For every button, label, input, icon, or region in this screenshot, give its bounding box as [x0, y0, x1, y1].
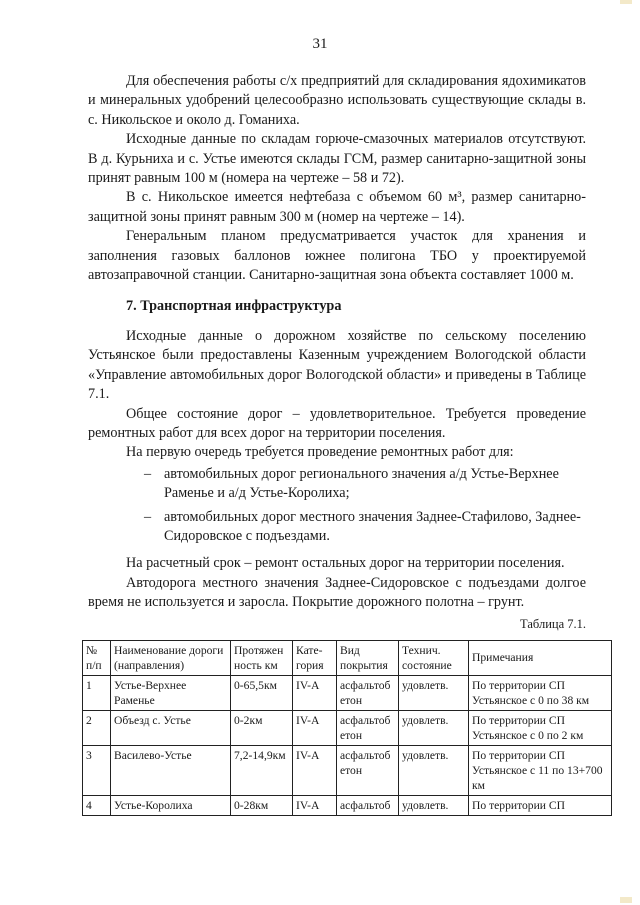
cell-condition: удовлетв.	[399, 710, 469, 745]
cell-surface: асфальтоб етон	[337, 675, 399, 710]
list-dash: –	[144, 508, 152, 525]
paragraph: Исходные данные по складам горюче-смазочных материалов отсутствуют. В д. Курьниха и с. Устье имеются склады ГСМ, размер санитарно-защитной зоны принят равным 100 м (номера на чертеже – 58 и 72).	[88, 131, 586, 187]
cell-road-name: Устье-Королиха	[111, 795, 231, 815]
cell-surface: асфальтоб	[337, 795, 399, 815]
cell-category: IV-А	[293, 745, 337, 795]
cell-road-name: Объезд с. Устье	[111, 710, 231, 745]
paragraph: Генеральным планом предусматривается участок для хранения и заполнения газовых баллонов южнее полигона ТБО у проектируемой автозаправочной станции. Санитарно-защитная зона объекта составляет 1000 м.	[88, 228, 586, 284]
header-length: Протяжен ность км	[231, 640, 293, 675]
cell-condition: удовлетв.	[399, 795, 469, 815]
paragraph: Автодорога местного значения Заднее-Сидоровское с подъездами долгое время не используется и заросла. Покрытие дорожного полотна – грунт.	[88, 574, 586, 611]
header-condition: Технич. состояние	[399, 640, 469, 675]
cell-length: 0-28км	[231, 795, 293, 815]
paragraph: Общее состояние дорог – удовлетворительное. Требуется проведение ремонтных работ для всех дорог на территории поселения.	[88, 405, 586, 441]
cell-number: 1	[83, 675, 111, 710]
scan-mark	[620, 897, 632, 903]
cell-road-name: Устье-Верхнее Раменье	[111, 675, 231, 710]
cell-length: 7,2-14,9км	[231, 745, 293, 795]
cell-notes: По территории СП Устьянское с 0 по 2 км	[469, 710, 612, 745]
cell-number: 3	[83, 745, 111, 795]
cell-condition: удовлетв.	[399, 675, 469, 710]
roads-table	[82, 640, 612, 816]
table-row	[83, 710, 612, 745]
table-caption: Таблица 7.1.	[520, 616, 586, 631]
cell-number: 2	[83, 710, 111, 745]
repair-list	[88, 465, 586, 547]
cell-notes: По территории СП Устьянское с 0 по 38 км	[469, 675, 612, 710]
page-number: 31	[312, 36, 328, 52]
cell-category: IV-А	[293, 795, 337, 815]
cell-surface: асфальтоб етон	[337, 745, 399, 795]
paragraph: Исходные данные о дорожном хозяйстве по сельскому поселению Устьянское были предоставлены Казенным учреждением Вологодской области «Управление автомобильных дорог Вологодской области» и приведены в Таблице 7.1.	[88, 327, 586, 403]
list-item-text: автомобильных дорог местного значения Заднее-Стафилово, Заднее-Сидоровское с подъездами.	[164, 508, 581, 544]
cell-road-name: Василево-Устье	[111, 745, 231, 795]
cell-category: IV-А	[293, 710, 337, 745]
header-surface: Вид покрытия	[337, 640, 399, 675]
paragraph: На расчетный срок – ремонт остальных дорог на территории поселения.	[126, 555, 565, 572]
table-header-row	[83, 640, 612, 675]
header-number: № п/п	[83, 640, 111, 675]
header-notes: Примечания	[469, 640, 612, 675]
cell-length: 0-2км	[231, 710, 293, 745]
paragraph: В с. Никольское имеется нефтебаза с объемом 60 м³, размер санитарно-защитной зоны принят равным 300 м (номер на чертеже – 14).	[88, 189, 586, 225]
list-item-text: автомобильных дорог регионального значения а/д Устье-Верхнее Раменье и а/д Устье-Королиха;	[164, 465, 559, 502]
cell-number: 4	[83, 795, 111, 815]
scan-mark	[620, 0, 632, 4]
list-item	[88, 508, 586, 547]
table-row	[83, 675, 612, 710]
page-content	[86, 72, 603, 816]
cell-surface: асфальтоб етон	[337, 710, 399, 745]
cell-category: IV-А	[293, 675, 337, 710]
list-dash: –	[144, 465, 152, 482]
section-heading: 7. Транспортная инфраструктура	[126, 298, 342, 315]
paragraph: На первую очередь требуется проведение ремонтных работ для:	[126, 444, 514, 461]
paragraph: Для обеспечения работы с/х предприятий для складирования ядохимикатов и минеральных удобрений целесообразно использовать существующие склады в. с. Никольское и около д. Гоманиха.	[88, 73, 586, 128]
table-row	[83, 795, 612, 815]
header-category: Кате-гория	[293, 640, 337, 675]
cell-notes: По территории СП Устьянское с 11 по 13+700 км	[469, 745, 612, 795]
list-item	[88, 465, 586, 504]
header-road-name: Наименование дороги (направления)	[111, 640, 231, 675]
cell-condition: удовлетв.	[399, 745, 469, 795]
cell-length: 0-65,5км	[231, 675, 293, 710]
cell-notes: По территории СП	[469, 795, 612, 815]
table-row	[83, 745, 612, 795]
